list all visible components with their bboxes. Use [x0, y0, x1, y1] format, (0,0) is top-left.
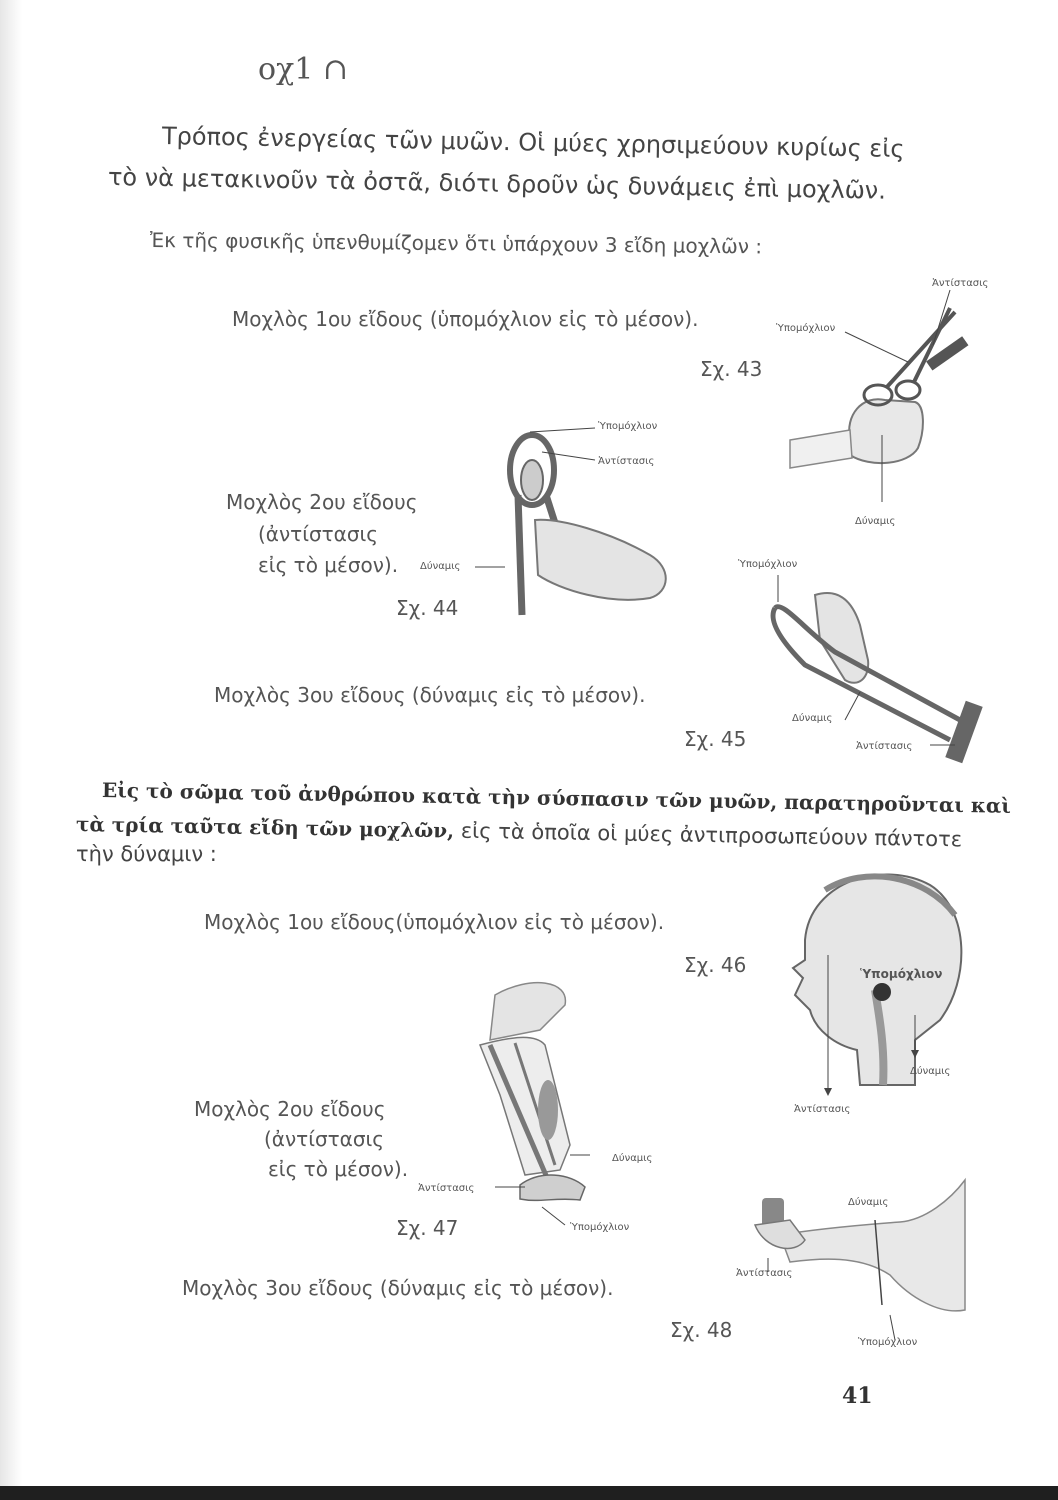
fig47-label-antistasis: Ἀντίστασις: [418, 1183, 475, 1194]
intro-text: Ἐκ τῆς φυσικῆς ὑπενθυμίζομεν ὅτι ὑπάρχουν 3 εἴδη μοχλῶν :: [149, 228, 763, 259]
figure-45-caption: Σχ. 45: [684, 727, 747, 751]
lever-2-body-line-1: Μοχλὸς 2ου εἴδους: [194, 1097, 386, 1121]
lever-3-body-text: Μοχλὸς 3ου εἴδους (δύναμις εἰς τὸ μέσον).: [182, 1276, 614, 1300]
figure-48-caption: Σχ. 48: [670, 1318, 733, 1342]
heading-line-2: τὸ νὰ μετακινοῦν τὰ ὀστᾶ, διότι δροῦν ὡς δυνάμεις ἐπὶ μοχλῶν.: [107, 163, 887, 205]
fig43-label-dynamis: Δύναμις: [855, 516, 896, 527]
page-number: 41: [842, 1383, 873, 1409]
scan-bottom-border: [0, 1486, 1058, 1500]
figure-43-scissors-illustration: [790, 290, 990, 500]
page-shadow: [0, 0, 22, 1500]
fig44-label-antistasis: Ἀντίστασις: [598, 456, 655, 467]
lever-2-body-line-3: εἰς τὸ μέσον).: [268, 1157, 409, 1181]
fig46-label-antistasis: Ἀντίστασις: [794, 1104, 851, 1115]
body-line-3: τὴν δύναμιν :: [76, 842, 217, 866]
lever-2-body-line-2: (ἀντίστασις: [264, 1127, 385, 1151]
body-line-1: Εἰς τὸ σῶμα τοῦ ἀνθρώπου κατὰ τὴν σύσπασιν τῶν μυῶν, παρατηροῦνται καὶ: [101, 778, 1012, 818]
fig48-label-antistasis: Ἀντίστασις: [736, 1268, 793, 1279]
fig43-label-hypomochlion: Ὑπομόχλιον: [776, 323, 836, 334]
handwritten-note: οχ1 ∩: [258, 52, 348, 87]
fig45-label-antistasis: Ἀντίστασις: [856, 741, 913, 752]
lever-2-line-3: εἰς τὸ μέσον).: [258, 553, 399, 577]
fig47-label-hypomochlion: Ὑπομόχλιον: [570, 1222, 630, 1233]
fig44-label-dynamis: Δύναμις: [420, 561, 461, 572]
lever-2-line-1: Μοχλὸς 2ου εἴδους: [226, 490, 418, 514]
fig48-label-hypomochlion: Ὑπομόχλιον: [858, 1337, 918, 1348]
body-line-2-regular: εἰς τὰ ὁποῖα οἱ μύες ἀντιπροσωπεύουν πάντοτε: [453, 818, 963, 852]
heading-line-1: Τρόπος ἐνεργείας τῶν μυῶν. Οἱ μύες χρησιμεύουν κυρίως εἰς: [161, 122, 905, 163]
fig48-label-dynamis: Δύναμις: [848, 1197, 889, 1208]
figure-47-caption: Σχ. 47: [396, 1216, 459, 1240]
lever-1-body-text: Μοχλὸς 1ου εἴδους(ὑπομόχλιον εἰς τὸ μέσον).: [204, 910, 665, 934]
lever-3-text: Μοχλὸς 3ου εἴδους (δύναμις εἰς τὸ μέσον).: [214, 683, 646, 707]
fig45-label-hypomochlion: Ὑπομόχλιον: [738, 559, 798, 570]
fig46-label-hypomochlion: Ὑπομόχλιον: [860, 967, 943, 981]
figure-46-caption: Σχ. 46: [684, 953, 747, 977]
body-line-2-bold: τὰ τρία ταῦτα εἴδη τῶν μοχλῶν,: [75, 812, 455, 843]
figure-44-caption: Σχ. 44: [396, 596, 459, 620]
fig46-label-dynamis: Δύναμις: [910, 1066, 951, 1077]
fig45-label-dynamis: Δύναμις: [792, 713, 833, 724]
figure-43-caption: Σχ. 43: [700, 357, 763, 381]
lever-1-text: Μοχλὸς 1ου εἴδους (ὑπομόχλιον εἰς τὸ μέσον).: [232, 307, 699, 331]
figure-44-nutcracker-illustration: [500, 420, 680, 630]
fig44-label-hypomochlion: Ὑπομόχλιον: [598, 421, 658, 432]
fig43-label-antistasis: Ἀντίστασις: [932, 278, 989, 289]
fig47-label-dynamis: Δύναμις: [612, 1153, 653, 1164]
lever-2-line-2: (ἀντίστασις: [258, 522, 379, 546]
figure-47-leg-illustration: [460, 975, 620, 1225]
